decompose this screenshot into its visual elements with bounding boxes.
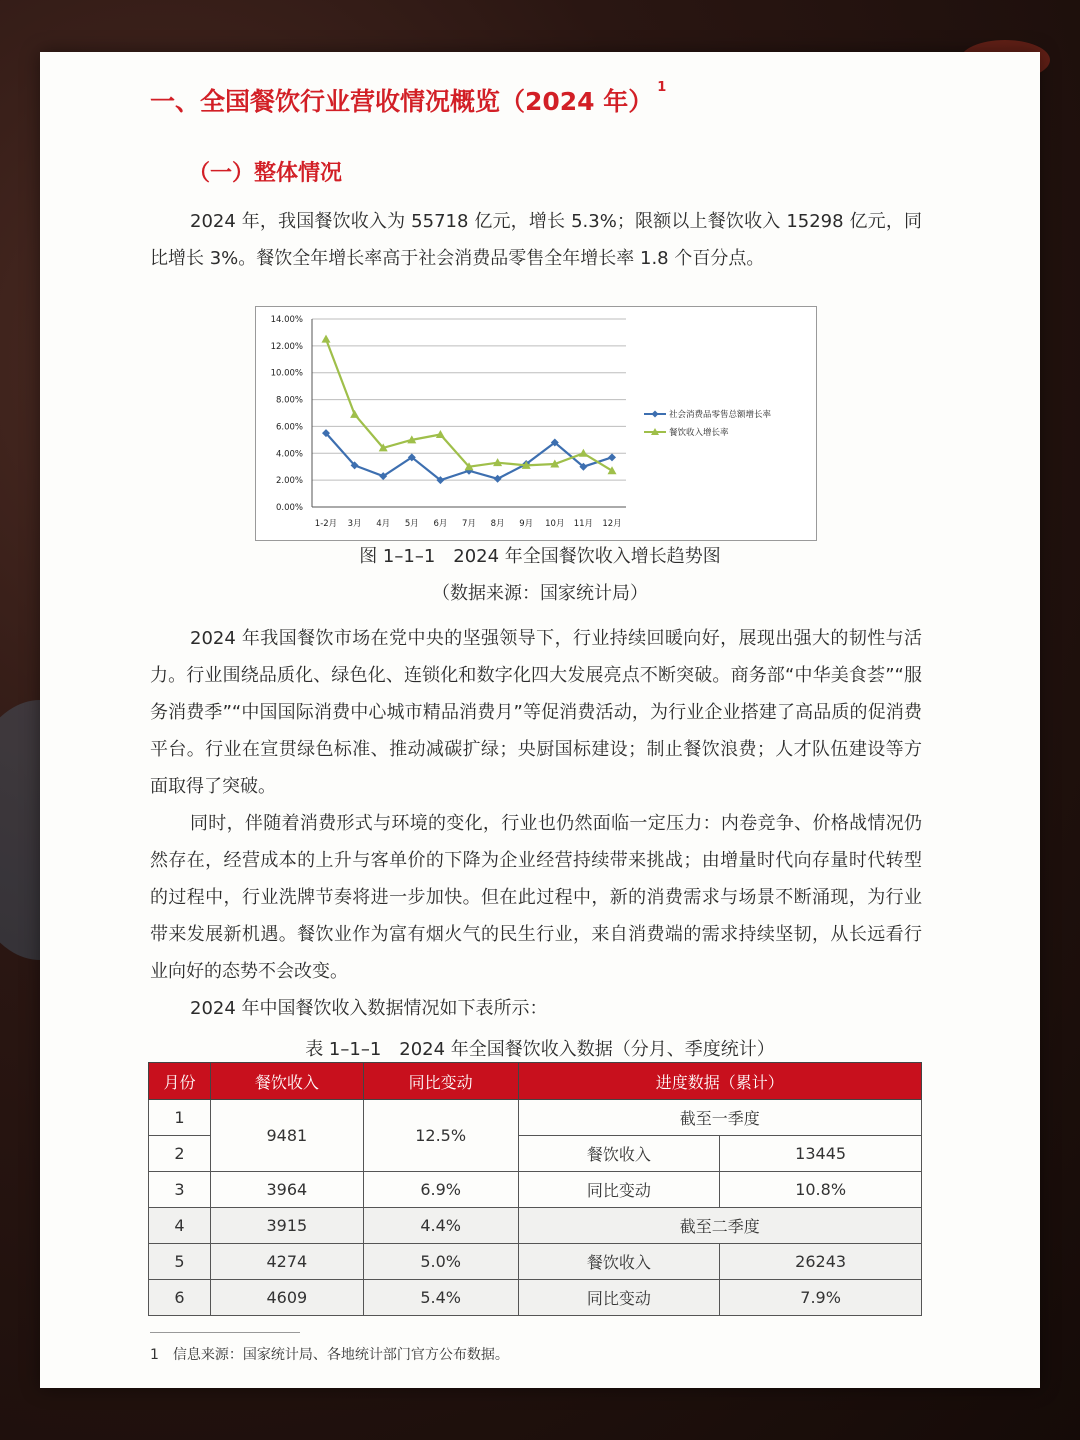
cell-revenue: 3915 xyxy=(210,1208,363,1244)
cell-q2-revenue-label: 餐饮收入 xyxy=(518,1244,720,1280)
cell-revenue: 9481 xyxy=(210,1100,363,1172)
footnote-number: 1 xyxy=(150,1347,159,1363)
section-title: （一）整体情况 xyxy=(188,161,343,186)
cell-month: 4 xyxy=(149,1208,211,1244)
cell-revenue: 3964 xyxy=(210,1172,363,1208)
table-row xyxy=(149,1172,922,1208)
table-row xyxy=(149,1280,922,1316)
cell-month: 5 xyxy=(149,1244,211,1280)
cell-q1-title: 截至一季度 xyxy=(518,1100,921,1136)
legend-label: 餐饮收入增长率 xyxy=(669,428,729,438)
document-page xyxy=(40,52,1040,1388)
header-change: 同比变动 xyxy=(363,1063,518,1100)
data-point xyxy=(608,453,616,461)
figure-caption: 图 1–1–1 2024 年全国餐饮收入增长趋势图 xyxy=(359,546,721,567)
cell-q1-revenue-label: 餐饮收入 xyxy=(518,1136,720,1172)
x-tick-label: 8月 xyxy=(490,519,505,529)
chart-frame xyxy=(255,306,817,541)
x-tick-label: 6月 xyxy=(433,519,448,529)
cell-change: 5.0% xyxy=(363,1244,518,1280)
header-progress: 进度数据（累计） xyxy=(518,1063,921,1100)
legend-label: 社会消费品零售总额增长率 xyxy=(669,410,772,420)
header-revenue: 餐饮收入 xyxy=(210,1063,363,1100)
body-paragraph: 同时，伴随着消费形式与环境的变化，行业也仍然面临一定压力：内卷竞争、价格战情况仍然存在，经营成本的上升与客单价的下降为企业经营持续带来挑战；由增量时代向存量时代转型的过程中，行业洗牌节奏将进一步加快。但在此过程中，新的消费需求与场景不断涌现，为行业带来发展新机遇。餐饮业作为富有烟火气的民生行业，来自消费端的需求持续坚韧，从长远看行业向好的态势不会改变。 xyxy=(150,813,922,982)
y-tick-label: 8.00% xyxy=(275,395,303,406)
cell-change: 6.9% xyxy=(363,1172,518,1208)
x-tick-label: 5月 xyxy=(404,519,419,529)
revenue-table xyxy=(148,1062,922,1316)
legend-marker xyxy=(652,411,659,418)
cell-change: 5.4% xyxy=(363,1280,518,1316)
x-tick-label: 10月 xyxy=(545,519,565,529)
header-month: 月份 xyxy=(149,1063,211,1100)
y-tick-label: 10.00% xyxy=(270,368,303,379)
y-tick-label: 0.00% xyxy=(275,503,303,513)
cell-q2-change: 7.9% xyxy=(720,1280,922,1316)
x-tick-label: 4月 xyxy=(376,519,391,529)
page-title xyxy=(150,79,667,118)
table-row xyxy=(149,1208,922,1244)
y-tick-label: 4.00% xyxy=(275,449,303,460)
cell-revenue: 4609 xyxy=(210,1280,363,1316)
x-tick-label: 7月 xyxy=(462,519,476,529)
x-tick-label: 9月 xyxy=(519,519,534,529)
table-header-row xyxy=(149,1063,922,1100)
y-tick-label: 6.00% xyxy=(275,422,303,433)
line-chart xyxy=(256,307,816,540)
intro-paragraph: 2024 年，我国餐饮收入为 55718 亿元，增长 5.3%；限额以上餐饮收入 15298 亿元，同比增长 3%。餐饮全年增长率高于社会消费品零售全年增长率 1.8 个百分点。 xyxy=(150,211,922,269)
data-point xyxy=(608,466,617,474)
data-point xyxy=(350,410,359,418)
data-point xyxy=(322,335,331,343)
footnote-divider xyxy=(150,1332,300,1333)
x-tick-label: 12月 xyxy=(602,519,622,529)
cell-q1-change: 10.8% xyxy=(720,1172,922,1208)
cell-q2-title: 截至二季度 xyxy=(518,1208,921,1244)
footnote-ref: 1 xyxy=(657,79,667,95)
data-point xyxy=(579,449,588,457)
page-title-text: 一、全国餐饮行业营收情况概览（2024 年） xyxy=(150,87,654,116)
cell-q2-revenue: 26243 xyxy=(720,1244,922,1280)
table-caption: 表 1–1–1 2024 年全国餐饮收入数据（分月、季度统计） xyxy=(305,1039,775,1060)
cell-q1-change-label: 同比变动 xyxy=(518,1172,720,1208)
body-paragraph: 2024 年我国餐饮市场在党中央的坚强领导下，行业持续回暖向好，展现出强大的韧性与活力。行业围绕品质化、绿色化、连锁化和数字化四大发展亮点不断突破。商务部“中华美食荟”“服务消费季”“中国国际消费中心城市精品消费月”等促消费活动，为行业企业搭建了高品质的促消费平台。行业在宣贯绿色标准、推动减碳扩绿；央厨国标建设；制止餐饮浪费；人才队伍建设等方面取得了突破。 xyxy=(150,628,922,797)
table-row xyxy=(149,1244,922,1280)
y-tick-label: 14.00% xyxy=(270,315,303,325)
cell-change: 12.5% xyxy=(363,1100,518,1172)
series-line xyxy=(326,339,612,471)
footnote xyxy=(150,1344,509,1364)
body-paragraph: 2024 年中国餐饮收入数据情况如下表所示： xyxy=(190,998,548,1019)
footnote-text: 信息来源：国家统计局、各地统计部门官方公布数据。 xyxy=(172,1347,509,1363)
x-tick-label: 11月 xyxy=(573,519,594,529)
figure-source: （数据来源：国家统计局） xyxy=(432,583,648,604)
cell-q2-change-label: 同比变动 xyxy=(518,1280,720,1316)
y-tick-label: 12.00% xyxy=(270,341,303,352)
cell-month: 2 xyxy=(149,1136,211,1172)
y-tick-label: 2.00% xyxy=(275,476,303,487)
cell-q1-revenue: 13445 xyxy=(720,1136,922,1172)
cell-revenue: 4274 xyxy=(210,1244,363,1280)
table-row xyxy=(149,1100,922,1136)
cell-month: 1 xyxy=(149,1100,211,1136)
cell-month: 3 xyxy=(149,1172,211,1208)
x-tick-label: 1-2月 xyxy=(314,519,338,529)
x-tick-label: 3月 xyxy=(347,519,362,529)
cell-change: 4.4% xyxy=(363,1208,518,1244)
data-point xyxy=(494,475,502,483)
cell-month: 6 xyxy=(149,1280,211,1316)
